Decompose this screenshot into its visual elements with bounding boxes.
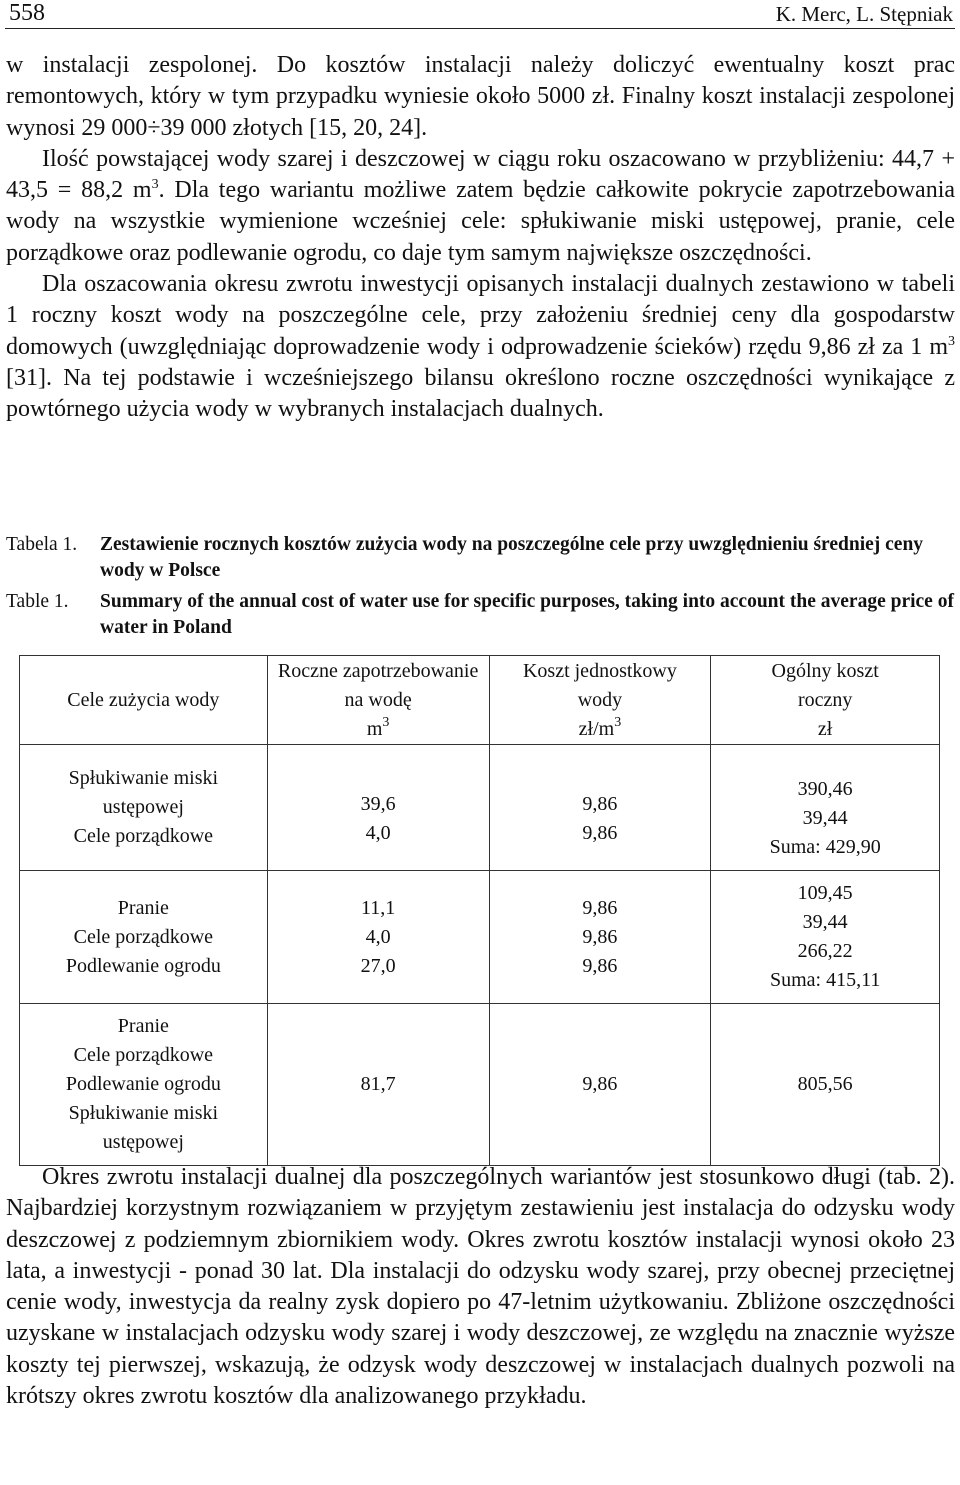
caption-text: Summary of the annual cost of water use for specific purposes, taking into account the average price of water in Poland: [100, 591, 954, 638]
paragraph-water-volume: [6, 144, 955, 269]
purpose-line: ustępowej: [102, 796, 184, 818]
header-cell: [711, 656, 940, 745]
total-cost-cell: [711, 745, 940, 871]
superscript: 3: [382, 714, 390, 730]
unit-cost-value: 9,86: [582, 792, 618, 815]
demand-cell: [267, 745, 489, 871]
table-row: [20, 1004, 940, 1166]
total-cost-value: 39,44: [802, 911, 848, 933]
table-row: [20, 745, 940, 871]
header-text: zł/m: [578, 717, 615, 740]
paragraph-text: Ilość powstającej wody szarej i deszczowej w ciągu roku oszacowano w przybliżeniu: 44,7 + 43,5 = 88,2 m: [6, 145, 955, 204]
demand-value: 39,6: [360, 792, 396, 815]
unit-cost-cell: [489, 1004, 711, 1166]
intro-text: [6, 50, 955, 426]
caption-label: Tabela 1.: [6, 534, 78, 555]
table-header-row: [20, 656, 940, 745]
demand-cell: [267, 871, 489, 1004]
demand-value: 81,7: [360, 1073, 396, 1095]
header-text: m: [366, 717, 383, 740]
purpose-line: Spłukiwanie miski: [68, 767, 219, 789]
purpose-cell: [20, 1004, 268, 1166]
unit-cost-value: 9,86: [582, 1073, 618, 1095]
purpose-line: Pranie: [117, 896, 169, 919]
unit-cost-cell: [489, 745, 711, 871]
superscript: 3: [151, 177, 159, 193]
header-line: [268, 715, 489, 744]
header-line: Ogólny koszt: [771, 659, 879, 682]
superscript: 3: [614, 714, 622, 730]
superscript: 3: [948, 333, 955, 349]
purpose-line: Cele porządkowe: [73, 1044, 214, 1066]
demand-cell: [267, 1004, 489, 1166]
table-caption-en: [6, 589, 955, 641]
table-row: [20, 871, 940, 1004]
purpose-line: Spłukiwanie miski: [68, 1102, 219, 1124]
running-authors: K. Merc, L. Stępniak: [775, 2, 953, 26]
demand-value: 27,0: [360, 954, 396, 977]
group-sum: Suma: 415,11: [769, 969, 881, 991]
unit-cost-value: 9,86: [582, 954, 618, 977]
demand-value: 4,0: [365, 821, 391, 844]
header-line: zł: [817, 717, 833, 740]
header-line: roczny: [797, 688, 853, 711]
total-cost-value: 266,22: [797, 940, 853, 962]
total-cost-cell: [711, 1004, 940, 1166]
header-cell: [20, 656, 268, 745]
total-cost-cell: [711, 871, 940, 1004]
unit-cost-value: 9,86: [582, 925, 618, 948]
caption-text: Zestawienie rocznych kosztów zużycia wody na poszczególne cele przy uwzględnieniu średniej ceny wody w Polsce: [100, 534, 924, 581]
unit-cost-value: 9,86: [582, 896, 618, 919]
total-cost-value: 109,45: [797, 882, 853, 904]
demand-value: 4,0: [365, 925, 391, 948]
group-sum: Suma: 429,90: [769, 836, 881, 858]
total-cost-value: 39,44: [802, 807, 848, 829]
table-caption-pl: [6, 532, 955, 584]
header-cell: [267, 656, 489, 745]
purpose-line: Cele porządkowe: [73, 925, 214, 948]
header-line: Cele zużycia wody: [67, 688, 220, 711]
paragraph-text: Dla oszacowania okresu zwrotu inwestycji opisanych instalacji dualnych zestawiono w tabeli 1 roczny koszt wody na poszczególne cele, przy założeniu średniej ceny dla gospodarstw domowych (uwzględniając doprowadzenie wody i odprowadzenie ścieków) rzędu 9,86 zł za 1 m: [6, 271, 955, 360]
header-line: Koszt jednostkowy: [522, 659, 677, 682]
unit-cost-cell: [489, 871, 711, 1004]
conclusion-text: [6, 1162, 955, 1412]
purpose-line: Podlewanie ogrodu: [65, 954, 221, 977]
paragraph-payback: [6, 269, 955, 425]
unit-cost-value: 9,86: [582, 821, 618, 844]
demand-value: 11,1: [360, 896, 396, 919]
header-line: na wodę: [344, 688, 412, 711]
paragraph-cost: w instalacji zespolonej. Do kosztów instalacji należy doliczyć ewentualny koszt prac remontowych, który w tym przypadku wyniesie około 5000 zł. Finalny koszt instalacji zespolonej wynosi 29 000÷39 000 złotych [15, 20, 24].: [6, 52, 955, 141]
total-cost-value: 805,56: [797, 1073, 853, 1095]
caption-label: Table 1.: [6, 591, 69, 612]
page-number: 558: [9, 0, 45, 26]
purpose-cell: [20, 745, 268, 871]
purpose-line: ustępowej: [102, 1131, 184, 1153]
header-line: Roczne zapotrzebowanie: [277, 659, 479, 682]
total-cost-value: 390,46: [797, 778, 853, 800]
header-cell: [489, 656, 711, 745]
purpose-line: Podlewanie ogrodu: [65, 1073, 221, 1095]
paragraph-conclusion: Okres zwrotu instalacji dualnej dla poszczególnych wariantów jest stosunkowo długi (tab. 2). Najbardziej korzystnym rozwiązaniem w przyjętym zestawieniu jest instalacja do odzysku wody deszczowej z podziemnym zbiornikiem wody. Okres zwrotu kosztów instalacji wynosi około 23 lata, a inwestycji - ponad 30 lat. Dla instalacji do odzysku wody szarej, przy obecnej przeciętnej cenie wody, inwestycja da realny zysk dopiero po 47-letnim użytkowaniu. Zbliżone oszczędności uzyskane w instalacjach odzysku wody szarej i wody deszczowej, ze względu na znacznie wyższe koszty tej pierwszej, wskazują, że odzysk wody deszczowej w instalacjach dualnych pozwoli na krótszy okres zwrotu kosztów dla analizowanego przykładu.: [6, 1164, 955, 1410]
paragraph-text: [31]. Na tej podstawie i wcześniejszego bilansu określono roczne oszczędności wynikające z powtórnego użycia wody w wybranych instalacjach dualnych.: [6, 364, 955, 423]
header-line: [490, 715, 711, 744]
header-line: wody: [577, 688, 623, 711]
paragraph-text: . Dla tego wariantu możliwe zatem będzie całkowite pokrycie zapotrzebowania wody na wszystkie wymienione wcześniej cele: spłukiwanie miski ustępowej, pranie, cele porządkowe oraz podlewanie ogrodu, co daje tym samym największe oszczędności.: [6, 177, 956, 266]
purpose-line: Pranie: [117, 1015, 169, 1037]
purpose-line: Cele porządkowe: [73, 825, 214, 847]
purpose-cell: [20, 871, 268, 1004]
running-header: [5, 0, 955, 29]
water-cost-table: [19, 655, 940, 1166]
